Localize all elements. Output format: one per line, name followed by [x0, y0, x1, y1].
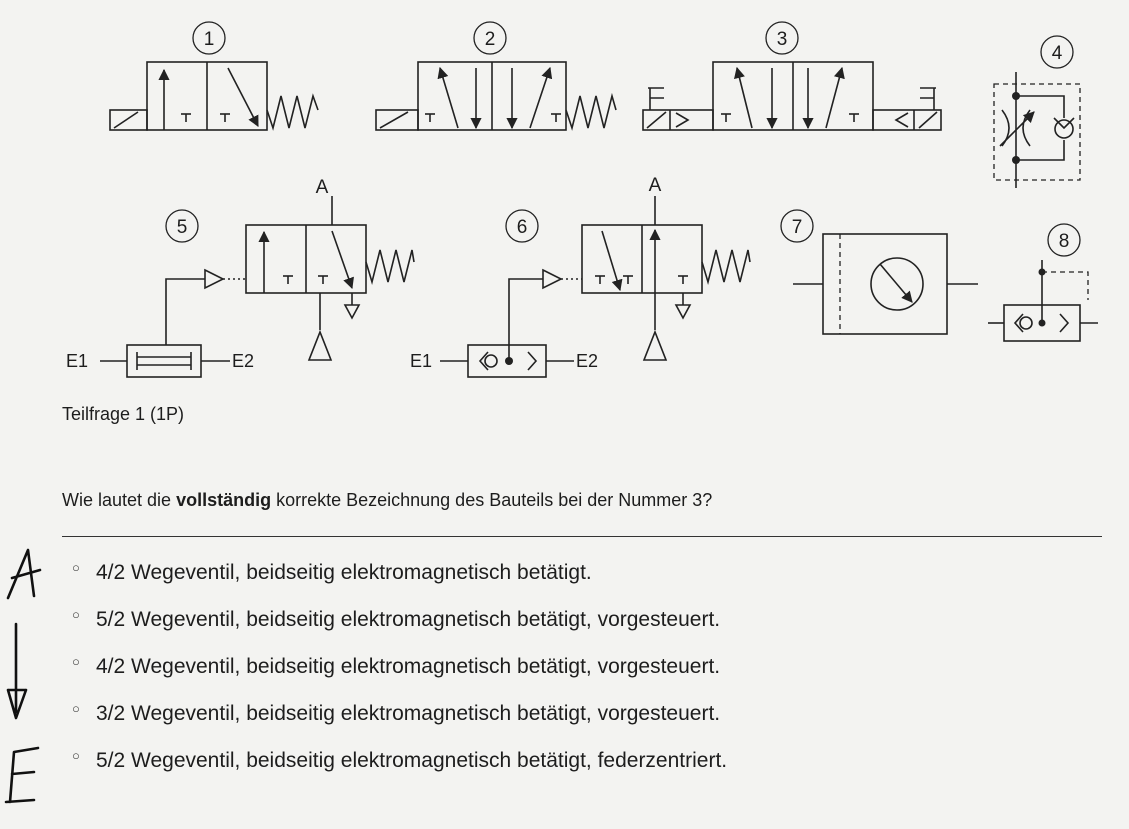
answer-option[interactable] [72, 607, 727, 654]
answer-option-label: 5/2 Wegeventil, beidseitig elektromagnetisch betätigt, federzentriert. [96, 749, 728, 772]
radio-icon[interactable]: ○ [72, 607, 80, 622]
port-label: E1 [66, 351, 89, 371]
radio-icon[interactable]: ○ [72, 748, 80, 763]
subquestion-label: Teilfrage 1 (1P) [62, 404, 185, 424]
answer-option[interactable] [72, 748, 727, 795]
handwritten-letter-e [6, 748, 38, 802]
symbol-8 [988, 224, 1098, 341]
radio-icon[interactable]: ○ [72, 560, 80, 575]
divider [62, 536, 1102, 537]
radio-icon[interactable]: ○ [72, 701, 80, 716]
answer-option-label: 5/2 Wegeventil, beidseitig elektromagnetisch betätigt, vorgesteuert. [96, 608, 721, 631]
answer-option-label: 4/2 Wegeventil, beidseitig elektromagnetisch betätigt. [96, 561, 592, 584]
symbol-3 [643, 22, 941, 130]
symbol-number: 4 [1051, 43, 1063, 64]
answer-options [72, 560, 727, 795]
question-emphasis: vollständig [176, 490, 272, 510]
answer-option[interactable] [72, 701, 727, 748]
symbol-5 [66, 177, 414, 377]
port-label: A [648, 175, 662, 196]
question-suffix: korrekte Bezeichnung des Bauteils bei der Nummer 3? [271, 490, 713, 510]
symbol-6 [410, 175, 750, 377]
symbol-number: 7 [791, 217, 803, 238]
question-prefix: Wie lautet die [62, 490, 177, 510]
handwritten-letter-a [8, 550, 40, 598]
symbol-number: 2 [484, 29, 496, 50]
symbol-7 [781, 210, 978, 334]
question-text [62, 490, 712, 511]
symbol-number: 3 [776, 29, 788, 50]
answer-option-label: 4/2 Wegeventil, beidseitig elektromagnetisch betätigt, vorgesteuert. [96, 655, 721, 678]
symbol-number: 5 [176, 217, 188, 238]
down-arrow-icon [8, 624, 26, 718]
port-label: E1 [410, 351, 433, 371]
port-label: A [315, 177, 329, 198]
symbol-number: 1 [203, 29, 215, 50]
symbol-number: 8 [1058, 231, 1070, 252]
symbol-2 [376, 22, 616, 130]
answer-option[interactable] [72, 654, 727, 701]
symbol-number: 6 [516, 217, 528, 238]
answer-option-label: 3/2 Wegeventil, beidseitig elektromagnetisch betätigt, vorgesteuert. [96, 702, 721, 725]
port-label: E2 [576, 351, 599, 371]
symbol-4 [994, 36, 1080, 188]
answer-option[interactable] [72, 560, 727, 607]
pneumatic-diagram [0, 0, 1129, 400]
handwritten-annotation [0, 540, 60, 810]
symbol-1 [110, 22, 318, 130]
port-label: E2 [232, 351, 255, 371]
radio-icon[interactable]: ○ [72, 654, 80, 669]
